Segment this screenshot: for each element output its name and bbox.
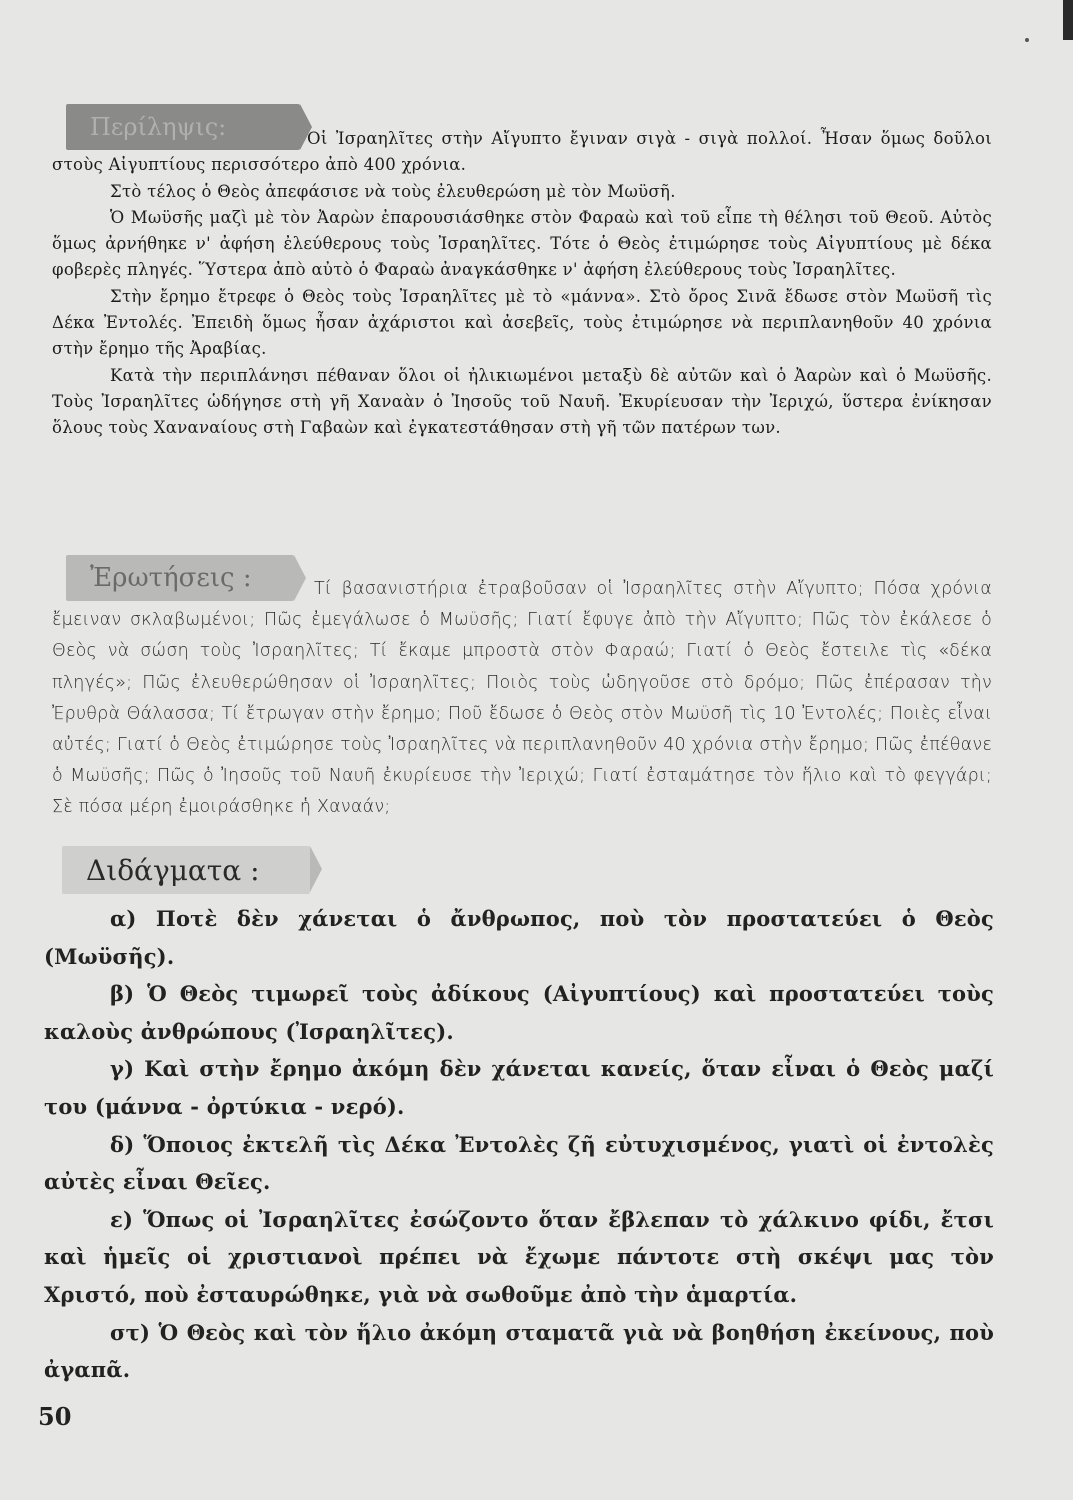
- lesson-item: γ) Καὶ στὴν ἔρημο ἀκόμη δὲν χάνεται κανείς, ὅταν εἶναι ὁ Θεὸς μαζί του (μάννα - ὀρτύκια - νερό).: [44, 1056, 994, 1119]
- lesson-item: στ) Ὁ Θεὸς καὶ τὸν ἥλιο ἀκόμη σταματᾶ γιὰ νὰ βοηθήση ἐκείνους, ποὺ ἀγαπᾶ.: [44, 1319, 994, 1383]
- lessons-list: [44, 900, 994, 1389]
- questions-paragraph: Τί βασανιστήρια ἐτραβοῦσαν οἱ Ἰσραηλῖτες στὴν Αἴγυπτο; Πόσα χρόνια ἔμειναν σκλαβωμένοι; Πῶς ἐμεγάλωσε ὁ Μωϋσῆς; Γιατί ἔφυγε ἀπὸ τὴν Αἴγυπτο; Πῶς τὸν ἐκάλεσε ὁ Θεὸς νὰ σώση τοὺς Ἰσραηλῖτες; Τί ἔκαμε μπροστὰ στὸν Φαραώ; Γιατί ὁ Θεὸς ἔστειλε τὶς «δέκα πληγές»; Πῶς ἐλευθερώθησαν οἱ Ἰσραηλῖτες; Ποιὸς τοὺς ὡδηγοῦσε στὸ δρόμο; Πῶς ἐπέρασαν τὴν Ἐρυθρὰ Θάλασσα; Τί ἔτρωγαν στὴν ἔρημο; Ποῦ ἔδωσε ὁ Θεὸς στὸν Μωϋσῆ τὶς 10 Ἐντολές; Ποιὲς εἶναι αὐτές; Γιατί ὁ Θεὸς ἐτιμώρησε τοὺς Ἰσραηλῖτες νὰ περιπλανηθοῦν 40 χρόνια στὴν ἔρημο; Πῶς ἐπέθανε ὁ Μωϋσῆς; Πῶς ὁ Ἰησοῦς τοῦ Ναυῆ ἐκυρίευσε τὴν Ἰεριχώ; Γιατί ἐσταμάτησε τὸν ἥλιο καὶ τὸ φεγγάρι; Σὲ πόσα μέρη ἐμοιράσθηκε ἡ Χαναάν;: [52, 579, 992, 818]
- lesson-item: ε) Ὅπως οἱ Ἰσραηλῖτες ἐσώζοντο ὅταν ἔβλεπαν τὸ χάλκινο φίδι, ἔτσι καὶ ἡμεῖς οἱ χριστιανοὶ πρέπει νὰ ἔχωμε πάντοτε στὴ σκέψι μας τὸν Χριστό, ποὺ ἐσταυρώθηκε, γιὰ νὰ σωθοῦμε ἀπὸ τὴν ἁμαρτία.: [44, 1206, 994, 1307]
- lessons-heading-badge: [62, 846, 310, 894]
- scan-dust-dot: [1025, 38, 1029, 42]
- summary-paragraph: Στὸ τέλος ὁ Θεὸς ἀπεφάσισε νὰ τοὺς ἐλευθερώση μὲ τὸν Μωϋσῆ.: [110, 181, 676, 201]
- lesson-item: δ) Ὅποιος ἐκτελῆ τὶς Δέκα Ἐντολὲς ζῆ εὐτυχισμένος, γιατὶ οἱ ἐντολὲς αὐτὲς εἶναι Θεῖες.: [44, 1131, 994, 1195]
- summary-paragraph: Ὁ Μωϋσῆς μαζὶ μὲ τὸν Ἀαρὼν ἐπαρουσιάσθηκε στὸν Φαραὼ καὶ τοῦ εἶπε τὴ θέλησι τοῦ Θεοῦ. Αὐτὸς ὅμως ἀρνήθηκε ν' ἀφήση ἐλεύθερους τοὺς Ἰσραηλῖτες. Τότε ὁ Θεὸς ἐτιμώρησε τοὺς Αἰγυπτίους μὲ δέκα φοβερὲς πληγές. Ὕστερα ἀπὸ αὐτὸ ὁ Φαραὼ ἀναγκάσθηκε ν' ἀφήση ἐλεύθερους τοὺς Ἰσραηλῖτες.: [52, 207, 992, 280]
- lesson-item: β) Ὁ Θεὸς τιμωρεῖ τοὺς ἀδίκους (Αἰγυπτίους) καὶ προστατεύει τοὺς καλοὺς ἀνθρώπους (Ἰσραηλῖτες).: [44, 981, 994, 1044]
- questions-heading: Ἐρωτήσεις :: [90, 563, 252, 593]
- page-number: 50: [38, 1402, 72, 1431]
- lesson-item: α) Ποτὲ δὲν χάνεται ὁ ἄνθρωπος, ποὺ τὸν προστατεύει ὁ Θεὸς (Μωϋσῆς).: [44, 906, 994, 969]
- summary-paragraph: Στὴν ἔρημο ἔτρεφε ὁ Θεὸς τοὺς Ἰσραηλῖτες μὲ τὸ «μάννα». Στὸ ὄρος Σινᾶ ἔδωσε στὸν Μωϋσῆ τὶς Δέκα Ἐντολές. Ἐπειδὴ ὅμως ἦσαν ἀχάριστοι καὶ ἀσεβεῖς, τοὺς ἐτιμώρησε νὰ περιπλανηθοῦν 40 χρόνια στὴν ἔρημο τῆς Ἀραβίας.: [52, 286, 992, 359]
- scan-edge-mark: [1063, 0, 1073, 40]
- summary-paragraph: Οἱ Ἰσραηλῖτες στὴν Αἴγυπτο ἔγιναν σιγὰ - σιγὰ πολλοί. Ἦσαν ὅμως δοῦλοι στοὺς Αἰγυπτίους περισσότερο ἀπὸ 400 χρόνια.: [52, 129, 992, 175]
- lessons-heading: Διδάγματα :: [86, 853, 260, 887]
- summary-text: [52, 126, 992, 442]
- summary-heading: Περίληψις:: [90, 113, 227, 141]
- questions-text: [52, 574, 992, 824]
- summary-paragraph: Κατὰ τὴν περιπλάνησι πέθαναν ὅλοι οἱ ἠλικιωμένοι μεταξὺ δὲ αὐτῶν καὶ ὁ Ἀαρὼν καὶ ὁ Μωϋσῆς. Τοὺς Ἰσραηλῖτες ὡδήγησε στὴ γῆ Χαναὰν ὁ Ἰησοῦς τοῦ Ναυῆ. Ἐκυρίευσαν τὴν Ἰεριχώ, ὕστερα ἐνίκησαν ὅλους τοὺς Χαναναίους στὴ Γαβαὼν καὶ ἐγκατεστάθησαν στὴ γῆ τῶν πατέρων των.: [52, 365, 992, 438]
